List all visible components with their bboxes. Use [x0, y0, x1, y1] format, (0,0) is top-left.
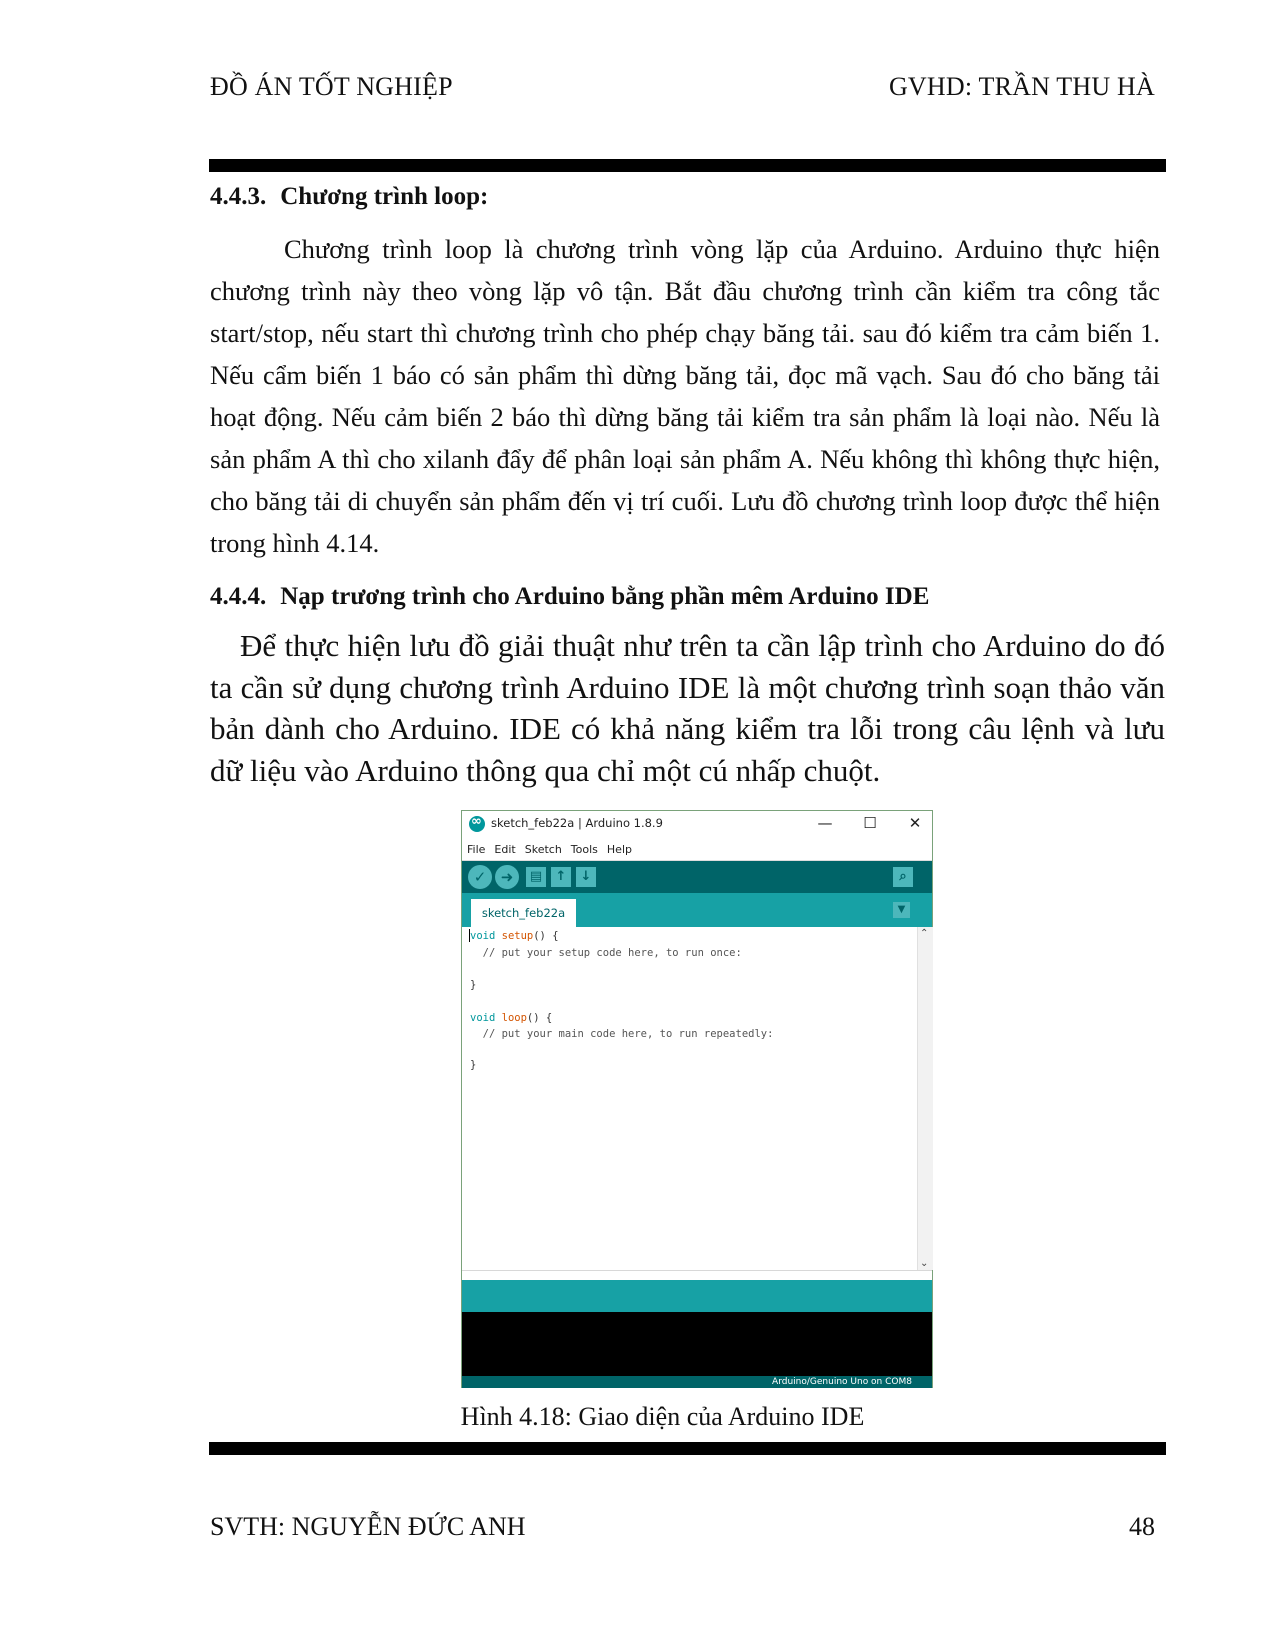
- menu-sketch[interactable]: Sketch: [524, 843, 562, 856]
- section-heading-4-4-3: [210, 183, 488, 211]
- code-editor[interactable]: [462, 927, 917, 1270]
- serial-monitor-icon[interactable]: ⌕: [893, 867, 913, 887]
- status-bar: [462, 1280, 932, 1312]
- page-number: 48: [1129, 1512, 1155, 1541]
- upload-icon[interactable]: ➜: [495, 865, 519, 889]
- tab-sketch[interactable]: sketch_feb22a: [471, 899, 576, 927]
- window-title: sketch_feb22a | Arduino 1.8.9: [491, 816, 663, 830]
- footer-student: SVTH: NGUYỄN ĐỨC ANH: [210, 1512, 526, 1541]
- tab-bar: [462, 893, 932, 927]
- board-status: Arduino/Genuino Uno on COM8: [772, 1377, 912, 1387]
- paragraph-ide-text: Để thực hiện lưu đồ giải thuật như trên ta cần lập trình cho Arduino do đó ta cần sử dụng chương trình Arduino IDE là một chương trình soạn thảo văn bản dành cho Arduino. IDE có khả năng kiểm tra lỗi trong câu lệnh và lưu dữ liệu vào Arduino thông qua chỉ một cú nhấp chuột.: [210, 628, 1165, 788]
- scroll-down-icon[interactable]: ⌄: [920, 1258, 929, 1269]
- section-title: Chương trình loop:: [280, 183, 489, 210]
- arduino-logo-icon: [469, 816, 485, 832]
- toolbar: [462, 861, 932, 893]
- arduino-ide-window: [461, 810, 933, 1388]
- board-status-bar: [462, 1376, 932, 1388]
- scroll-up-icon[interactable]: ⌃: [920, 928, 929, 939]
- title-bar: [462, 811, 932, 837]
- figure-caption: Hình 4.18: Giao diện của Arduino IDE: [460, 1402, 865, 1431]
- open-icon[interactable]: ↑: [551, 867, 571, 887]
- console-output[interactable]: [462, 1312, 932, 1376]
- header-rule: [209, 159, 1166, 172]
- paragraph-loop: [210, 228, 1160, 564]
- menu-bar: [462, 838, 932, 861]
- code-line: // put your main code here, to run repeatedly:: [470, 1028, 774, 1040]
- code-line: }: [470, 1059, 477, 1071]
- section-number: 4.4.3.: [210, 183, 267, 210]
- paragraph-loop-text: Chương trình loop là chương trình vòng lặp của Arduino. Arduino thực hiện chương trình này theo vòng lặp vô tận. Bắt đầu chương trình cần kiểm tra công tắc start/stop, nếu start thì chương trình cho phép chạy băng tải. sau đó kiểm tra cảm biến 1. Nếu cẩm biến 1 báo có sản phẩm thì dừng băng tải, đọc mã vạch. Sau đó cho băng tải hoạt động. Nếu cảm biến 2 báo thì dừng băng tải kiểm tra sản phẩm là loại nào. Nếu là sản phẩm A thì cho xilanh đẩy để phân loại sản phẩm A. Nếu không thì không thực hiện, cho băng tải di chuyển sản phẩm đến vị trí cuối. Lưu đồ chương trình loop được thể hiện trong hình 4.14.: [210, 234, 1160, 558]
- tab-menu-icon[interactable]: ▼: [893, 902, 910, 918]
- header-left: ĐỒ ÁN TỐT NGHIỆP: [210, 72, 453, 101]
- verify-icon[interactable]: ✓: [468, 865, 492, 889]
- close-button[interactable]: ✕: [908, 814, 922, 832]
- section-heading-4-4-4: [210, 583, 929, 611]
- vertical-scrollbar[interactable]: [917, 927, 933, 1270]
- new-icon[interactable]: ▤: [526, 867, 546, 887]
- header-right: GVHD: TRẦN THU HÀ: [888, 72, 1155, 101]
- minimize-button[interactable]: —: [817, 814, 833, 832]
- paragraph-ide: [210, 625, 1165, 791]
- footer-rule: [209, 1442, 1166, 1455]
- code-line: void loop() {: [470, 1012, 553, 1024]
- save-icon[interactable]: ↓: [576, 867, 596, 887]
- code-line: }: [470, 979, 477, 991]
- menu-tools[interactable]: Tools: [570, 843, 598, 856]
- menu-edit[interactable]: Edit: [494, 843, 516, 856]
- menu-help[interactable]: Help: [606, 843, 632, 856]
- menu-file[interactable]: File: [467, 843, 486, 856]
- code-line: void setup() {: [470, 930, 559, 942]
- section-number: 4.4.4.: [210, 583, 267, 610]
- code-line: // put your setup code here, to run once:: [470, 947, 742, 959]
- maximize-button[interactable]: ☐: [863, 814, 877, 832]
- section-title: Nạp trương trình cho Arduino bằng phần mêm Arduino IDE: [280, 583, 930, 610]
